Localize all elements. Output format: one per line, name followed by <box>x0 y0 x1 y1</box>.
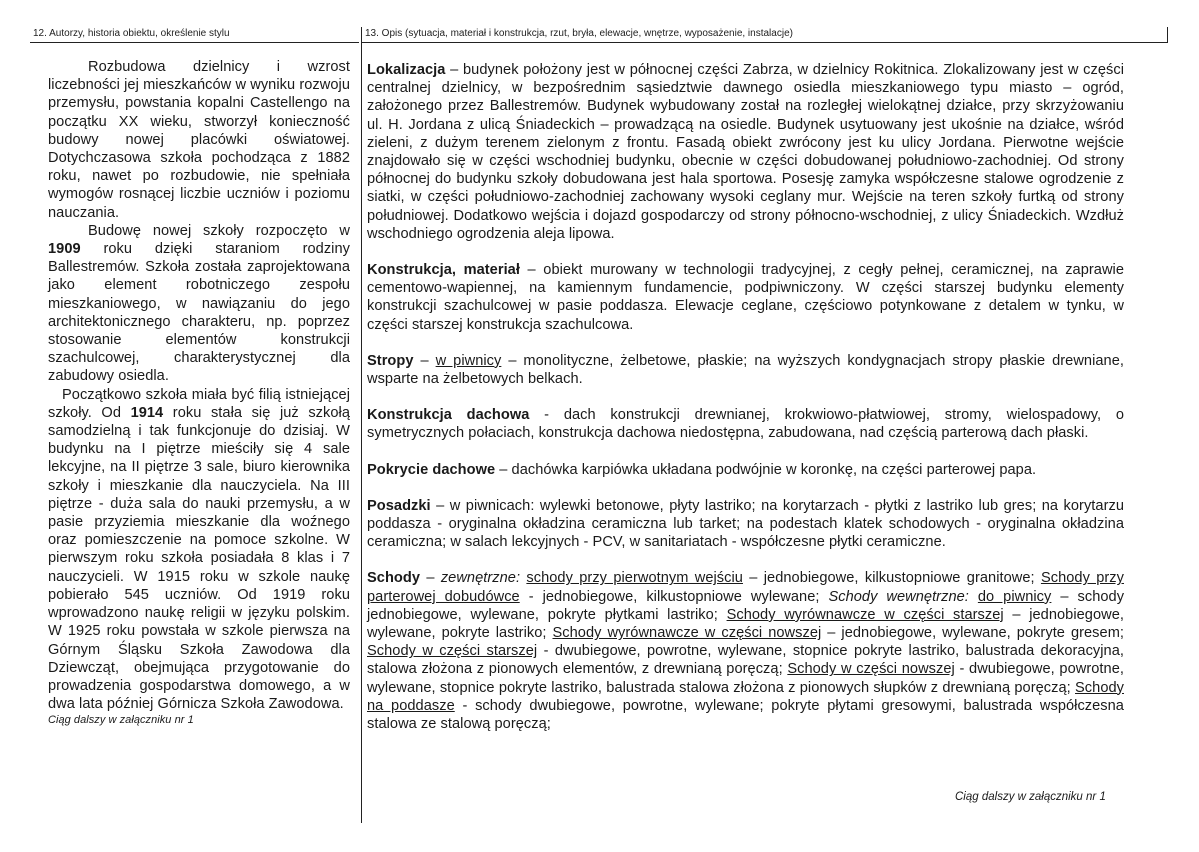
history-continued-note: Ciąg dalszy w załączniku nr 1 <box>48 714 194 727</box>
description-continued-note: Ciąg dalszy w załączniku nr 1 <box>955 791 1106 803</box>
column-divider <box>361 27 362 823</box>
dach-label: Konstrukcja dachowa <box>367 407 530 424</box>
pokrycie-label: Pokrycie dachowe <box>367 461 496 478</box>
section-12-title: 12. Autorzy, historia obiektu, określenie stylu <box>33 28 230 39</box>
section-konstrukcja: Konstrukcja, materiał – obiekt murowany w technologii tradycyjnej, z cegły pełnej, ceramicznej, na zaprawie cementowo-wapiennej, na kamiennym fundamencie, podpiwniczony. W części starszej budynku elementy konstrukcji szachulcowej w pasie poddasza. Elewacje ceglane, częściowo potynkowane z detalem w tynku, w części starszej konstrukcja szachulcowa. <box>367 262 1124 333</box>
history-paragraph-2: Budowę nowej szkoły rozpoczęto w 1909 roku dzięki staraniom rodziny Ballestremów. Szkoła została zaprojektowana jako element robotniczego zespołu mieszkaniowego, w nawiązaniu do jego architektonicznego charakteru, np. poprzez stosowanie elementów konstrukcji szachulcowej, charakterystycznej dla zabudowy osiedla. <box>48 222 350 385</box>
history-paragraph-1: Rozbudowa dzielnicy i wzrost liczebności jej mieszkańców w wyniku rozwoju przemysłu, powstania kopalni Castellengo na początku XX wieku, stworzył konieczność budowy nowej placówki oświatowej. Dotychczasowa szkoła pochodząca z 1882 roku, nawet po rozbudowie, nie spełniała wymogów rosnącej liczbie uczniów i poziomu nauczania. <box>48 59 350 221</box>
year-1914: 1914 <box>130 404 164 421</box>
section-dach: Konstrukcja dachowa - dach konstrukcji drewnianej, krokwiowo-płatwiowej, stromy, wielospadowy, o symetrycznych połaciach, konstrukcja dachowa niedostępna, zabudowana, nad częścią parterową dach płaski. <box>367 407 1124 442</box>
history-column <box>48 58 350 727</box>
lokalizacja-label: Lokalizacja <box>367 62 446 78</box>
section-13-header <box>362 27 1168 43</box>
konstrukcja-label: Konstrukcja, materiał <box>367 262 520 279</box>
section-13-title: 13. Opis (sytuacja, materiał i konstrukcja, rzut, bryła, elewacje, wnętrze, wyposażenie, instalacje) <box>365 28 793 39</box>
schody-label: Schody <box>367 570 421 587</box>
history-paragraph-3: Początkowo szkoła miała być filią istniejącej szkoły. Od 1914 roku stała się już szkołą samodzielną i tak funkcjonuje do dzisiaj. W budynku na I piętrze mieściły się 4 sale lekcyjne, na II piętrze 3 sale, biuro kierownika szkoły i mieszkanie dla nauczyciela. Na III piętrze - duża sala do nauki przemysłu, a w pasie przyziemia mieszkanie dla woźnego oraz pomieszczenie na pomoce szkolne. W pierwszym roku szkoła posiadała 8 klas i 7 nauczycieli. W 1915 roku w szkole naukę pobierało 545 uczniów. Od 1919 roku wprowadzono naukę religii w języku polskim. W 1925 roku powstała w szkole pierwsza na Górnym Śląsku Szkoła Zawodowa dla Dziewcząt, obejmująca przygotowanie do prowadzenia gospodarstwa domowego, a w dwa lata później Górnicza Szkoła Zawodowa. <box>48 386 350 713</box>
section-schody: Schody – zewnętrzne: schody przy pierwotnym wejściu – jednobiegowe, kilkustopniowe granitowe; Schody przy parterowej dobudówce - jednobiegowe, kilkustopniowe wylewane; Schody wewnętrzne: do piwnicy – schody jednobiegowe, wylewane, pokryte płytkami lastriko; Schody wyrównawcze w części starszej – jednobiegowe, wylewane, pokryte lastriko; Schody wyrównawcze w części nowszej – jednobiegowe, wylewane, pokryte gresem; Schody w części starszej - dwubiegowe, powrotne, wylewane, stopnice pokryte lastriko, balustrada dekoracyjna, stalowa złożona z pionowych elementów, z drewnianą poręczą; Schody w części nowszej - dwubiegowe, powrotne, wylewane, stopnice pokryte lastriko, balustrada stalowa złożona z pionowych słupków z drewnianą poręczą; Schody na poddasze - schody dwubiegowe, powrotne, wylewane; pokryte płytami gresowymi, balustrada współczesna stalowa ze stalową poręczą; <box>367 570 1125 733</box>
description-column <box>367 61 1124 733</box>
stropy-label: Stropy <box>367 352 414 369</box>
year-1909: 1909 <box>48 241 81 258</box>
section-posadzki: Posadzki – w piwnicach: wylewki betonowe, płyty lastriko; na korytarzach - płytki z lastriko lub gres; na korytarzu poddasza - oryginalna okładzina ceramiczna lub tarket; na podestach klatek schodowych - oryginalna okładzina ceramiczna; w salach lekcyjnych - PCV, w sanitariatach - współczesne płytki ceramiczne. <box>367 497 1124 551</box>
section-12-header <box>30 27 359 43</box>
section-lokalizacja: Lokalizacja – budynek położony jest w północnej części Zabrza, w dzielnicy Rokitnica. Zlokalizowany jest w części centralnej dzielnicy, w bezpośrednim sąsiedztwie dawnego osiedla mieszkaniowego typu miasto – ogród, założonego przez Ballestremów. Budynek wybudowany został na rozległej wielokątnej działce, przy skrzyżowaniu ul. H. Jordana z ulicą Śniadeckich – prowadzącą na osiedle. Budynek usytuowany jest ukośnie na działce, wśród zieleni, z dużym terenem zielonym z frontu. Fasadą obiekt zwrócony jest ku ulicy Jordana. Pierwotne wejście znajdowało się w części wschodniej budynku, obecnie w części dobudowanej południowo-zachodniej. Od strony północnej do budynku szkoły dobudowana jest hala sportowa. Posesję zamyka współczesne stalowe ogrodzenie z siatki, w części południowo-zachodniej zachowany wysoki ceglany mur. Wejście na teren szkoły furtką od strony południowej. Dodatkowo wejścia i dojazd gospodarczy od strony północno-wschodniej, z ulicy Śniadeckich. Wzdłuż wschodniego ogrodzenia aleja lipowa. <box>367 62 1124 242</box>
section-pokrycie: Pokrycie dachowe – dachówka karpiówka układana podwójnie w koronkę, na części parterowej papa. <box>367 461 1037 478</box>
section-stropy: Stropy – w piwnicy – monolityczne, żelbetowe, płaskie; na wyższych kondygnacjach stropy płaskie drewniane, wsparte na żelbetowych belkach. <box>367 352 1124 388</box>
posadzki-label: Posadzki <box>367 497 431 514</box>
